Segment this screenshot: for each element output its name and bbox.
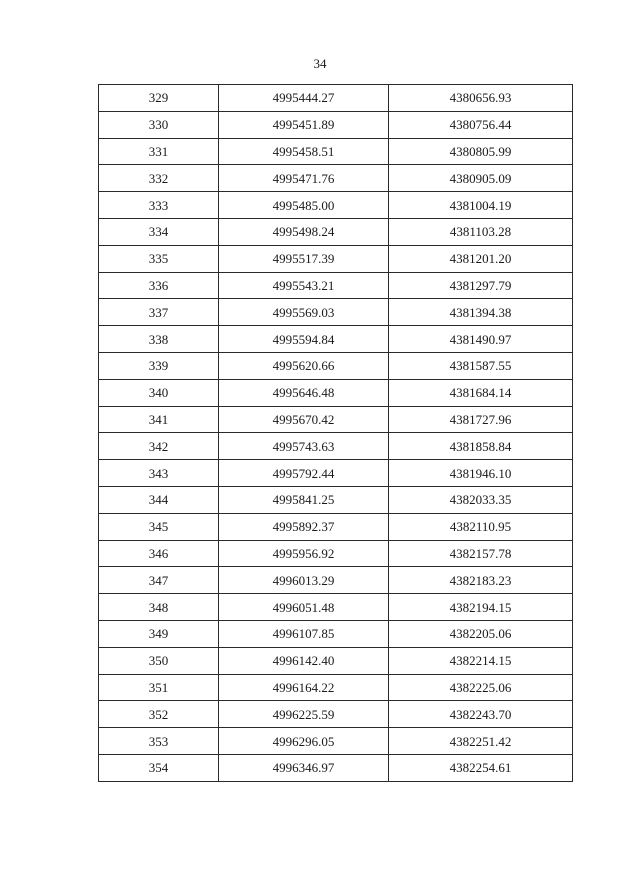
point-number-cell: 331 — [99, 138, 219, 165]
y-coordinate-cell: 4381946.10 — [389, 460, 573, 487]
x-coordinate-cell: 4995485.00 — [219, 192, 389, 219]
y-coordinate-cell: 4382225.06 — [389, 674, 573, 701]
y-coordinate-cell: 4381727.96 — [389, 406, 573, 433]
x-coordinate-cell: 4995956.92 — [219, 540, 389, 567]
y-coordinate-cell: 4382033.35 — [389, 486, 573, 513]
x-coordinate-cell: 4996164.22 — [219, 674, 389, 701]
table-row — [99, 245, 573, 272]
y-coordinate-cell: 4382251.42 — [389, 728, 573, 755]
x-coordinate-cell: 4996051.48 — [219, 594, 389, 621]
table-row — [99, 379, 573, 406]
point-number-cell: 350 — [99, 647, 219, 674]
y-coordinate-cell: 4382110.95 — [389, 513, 573, 540]
x-coordinate-cell: 4995451.89 — [219, 111, 389, 138]
table-row — [99, 754, 573, 781]
x-coordinate-cell: 4996296.05 — [219, 728, 389, 755]
x-coordinate-cell: 4996142.40 — [219, 647, 389, 674]
y-coordinate-cell: 4381201.20 — [389, 245, 573, 272]
y-coordinate-cell: 4381490.97 — [389, 326, 573, 353]
x-coordinate-cell: 4995543.21 — [219, 272, 389, 299]
x-coordinate-cell: 4995594.84 — [219, 326, 389, 353]
table-row — [99, 701, 573, 728]
point-number-cell: 343 — [99, 460, 219, 487]
point-number-cell: 335 — [99, 245, 219, 272]
point-number-cell: 344 — [99, 486, 219, 513]
point-number-cell: 329 — [99, 85, 219, 112]
table-row — [99, 326, 573, 353]
y-coordinate-cell: 4382157.78 — [389, 540, 573, 567]
table-row — [99, 165, 573, 192]
x-coordinate-cell: 4995670.42 — [219, 406, 389, 433]
coordinate-table — [98, 84, 573, 782]
y-coordinate-cell: 4382205.06 — [389, 620, 573, 647]
y-coordinate-cell: 4382183.23 — [389, 567, 573, 594]
table-row — [99, 674, 573, 701]
table-row — [99, 433, 573, 460]
y-coordinate-cell: 4380805.99 — [389, 138, 573, 165]
y-coordinate-cell: 4380905.09 — [389, 165, 573, 192]
point-number-cell: 340 — [99, 379, 219, 406]
y-coordinate-cell: 4381684.14 — [389, 379, 573, 406]
y-coordinate-cell: 4381587.55 — [389, 352, 573, 379]
x-coordinate-cell: 4995471.76 — [219, 165, 389, 192]
x-coordinate-cell: 4995646.48 — [219, 379, 389, 406]
table-row — [99, 460, 573, 487]
y-coordinate-cell: 4381394.38 — [389, 299, 573, 326]
point-number-cell: 332 — [99, 165, 219, 192]
table-row — [99, 513, 573, 540]
x-coordinate-cell: 4996107.85 — [219, 620, 389, 647]
point-number-cell: 339 — [99, 352, 219, 379]
point-number-cell: 333 — [99, 192, 219, 219]
table-row — [99, 272, 573, 299]
table-row — [99, 594, 573, 621]
table-row — [99, 85, 573, 112]
x-coordinate-cell: 4996225.59 — [219, 701, 389, 728]
x-coordinate-cell: 4995620.66 — [219, 352, 389, 379]
table-row — [99, 567, 573, 594]
table-row — [99, 218, 573, 245]
table-row — [99, 486, 573, 513]
point-number-cell: 342 — [99, 433, 219, 460]
point-number-cell: 354 — [99, 754, 219, 781]
y-coordinate-cell: 4381004.19 — [389, 192, 573, 219]
x-coordinate-cell: 4995517.39 — [219, 245, 389, 272]
table-row — [99, 299, 573, 326]
x-coordinate-cell: 4995792.44 — [219, 460, 389, 487]
x-coordinate-cell: 4995569.03 — [219, 299, 389, 326]
table-row — [99, 406, 573, 433]
x-coordinate-cell: 4996346.97 — [219, 754, 389, 781]
x-coordinate-cell: 4995892.37 — [219, 513, 389, 540]
table-row — [99, 540, 573, 567]
y-coordinate-cell: 4382243.70 — [389, 701, 573, 728]
point-number-cell: 336 — [99, 272, 219, 299]
point-number-cell: 341 — [99, 406, 219, 433]
y-coordinate-cell: 4381297.79 — [389, 272, 573, 299]
table-row — [99, 728, 573, 755]
point-number-cell: 334 — [99, 218, 219, 245]
table-row — [99, 138, 573, 165]
y-coordinate-cell: 4380756.44 — [389, 111, 573, 138]
point-number-cell: 337 — [99, 299, 219, 326]
y-coordinate-cell: 4381858.84 — [389, 433, 573, 460]
table-row — [99, 352, 573, 379]
point-number-cell: 330 — [99, 111, 219, 138]
table-row — [99, 647, 573, 674]
point-number-cell: 338 — [99, 326, 219, 353]
x-coordinate-cell: 4995743.63 — [219, 433, 389, 460]
point-number-cell: 349 — [99, 620, 219, 647]
table-row — [99, 620, 573, 647]
x-coordinate-cell: 4995458.51 — [219, 138, 389, 165]
y-coordinate-cell: 4381103.28 — [389, 218, 573, 245]
x-coordinate-cell: 4996013.29 — [219, 567, 389, 594]
point-number-cell: 347 — [99, 567, 219, 594]
point-number-cell: 351 — [99, 674, 219, 701]
page-number: 34 — [313, 56, 327, 71]
y-coordinate-cell: 4380656.93 — [389, 85, 573, 112]
x-coordinate-cell: 4995498.24 — [219, 218, 389, 245]
table-row — [99, 192, 573, 219]
y-coordinate-cell: 4382214.15 — [389, 647, 573, 674]
y-coordinate-cell: 4382254.61 — [389, 754, 573, 781]
point-number-cell: 352 — [99, 701, 219, 728]
point-number-cell: 346 — [99, 540, 219, 567]
table-row — [99, 111, 573, 138]
point-number-cell: 348 — [99, 594, 219, 621]
x-coordinate-cell: 4995841.25 — [219, 486, 389, 513]
point-number-cell: 353 — [99, 728, 219, 755]
x-coordinate-cell: 4995444.27 — [219, 85, 389, 112]
coordinate-table-body — [99, 85, 573, 782]
y-coordinate-cell: 4382194.15 — [389, 594, 573, 621]
point-number-cell: 345 — [99, 513, 219, 540]
